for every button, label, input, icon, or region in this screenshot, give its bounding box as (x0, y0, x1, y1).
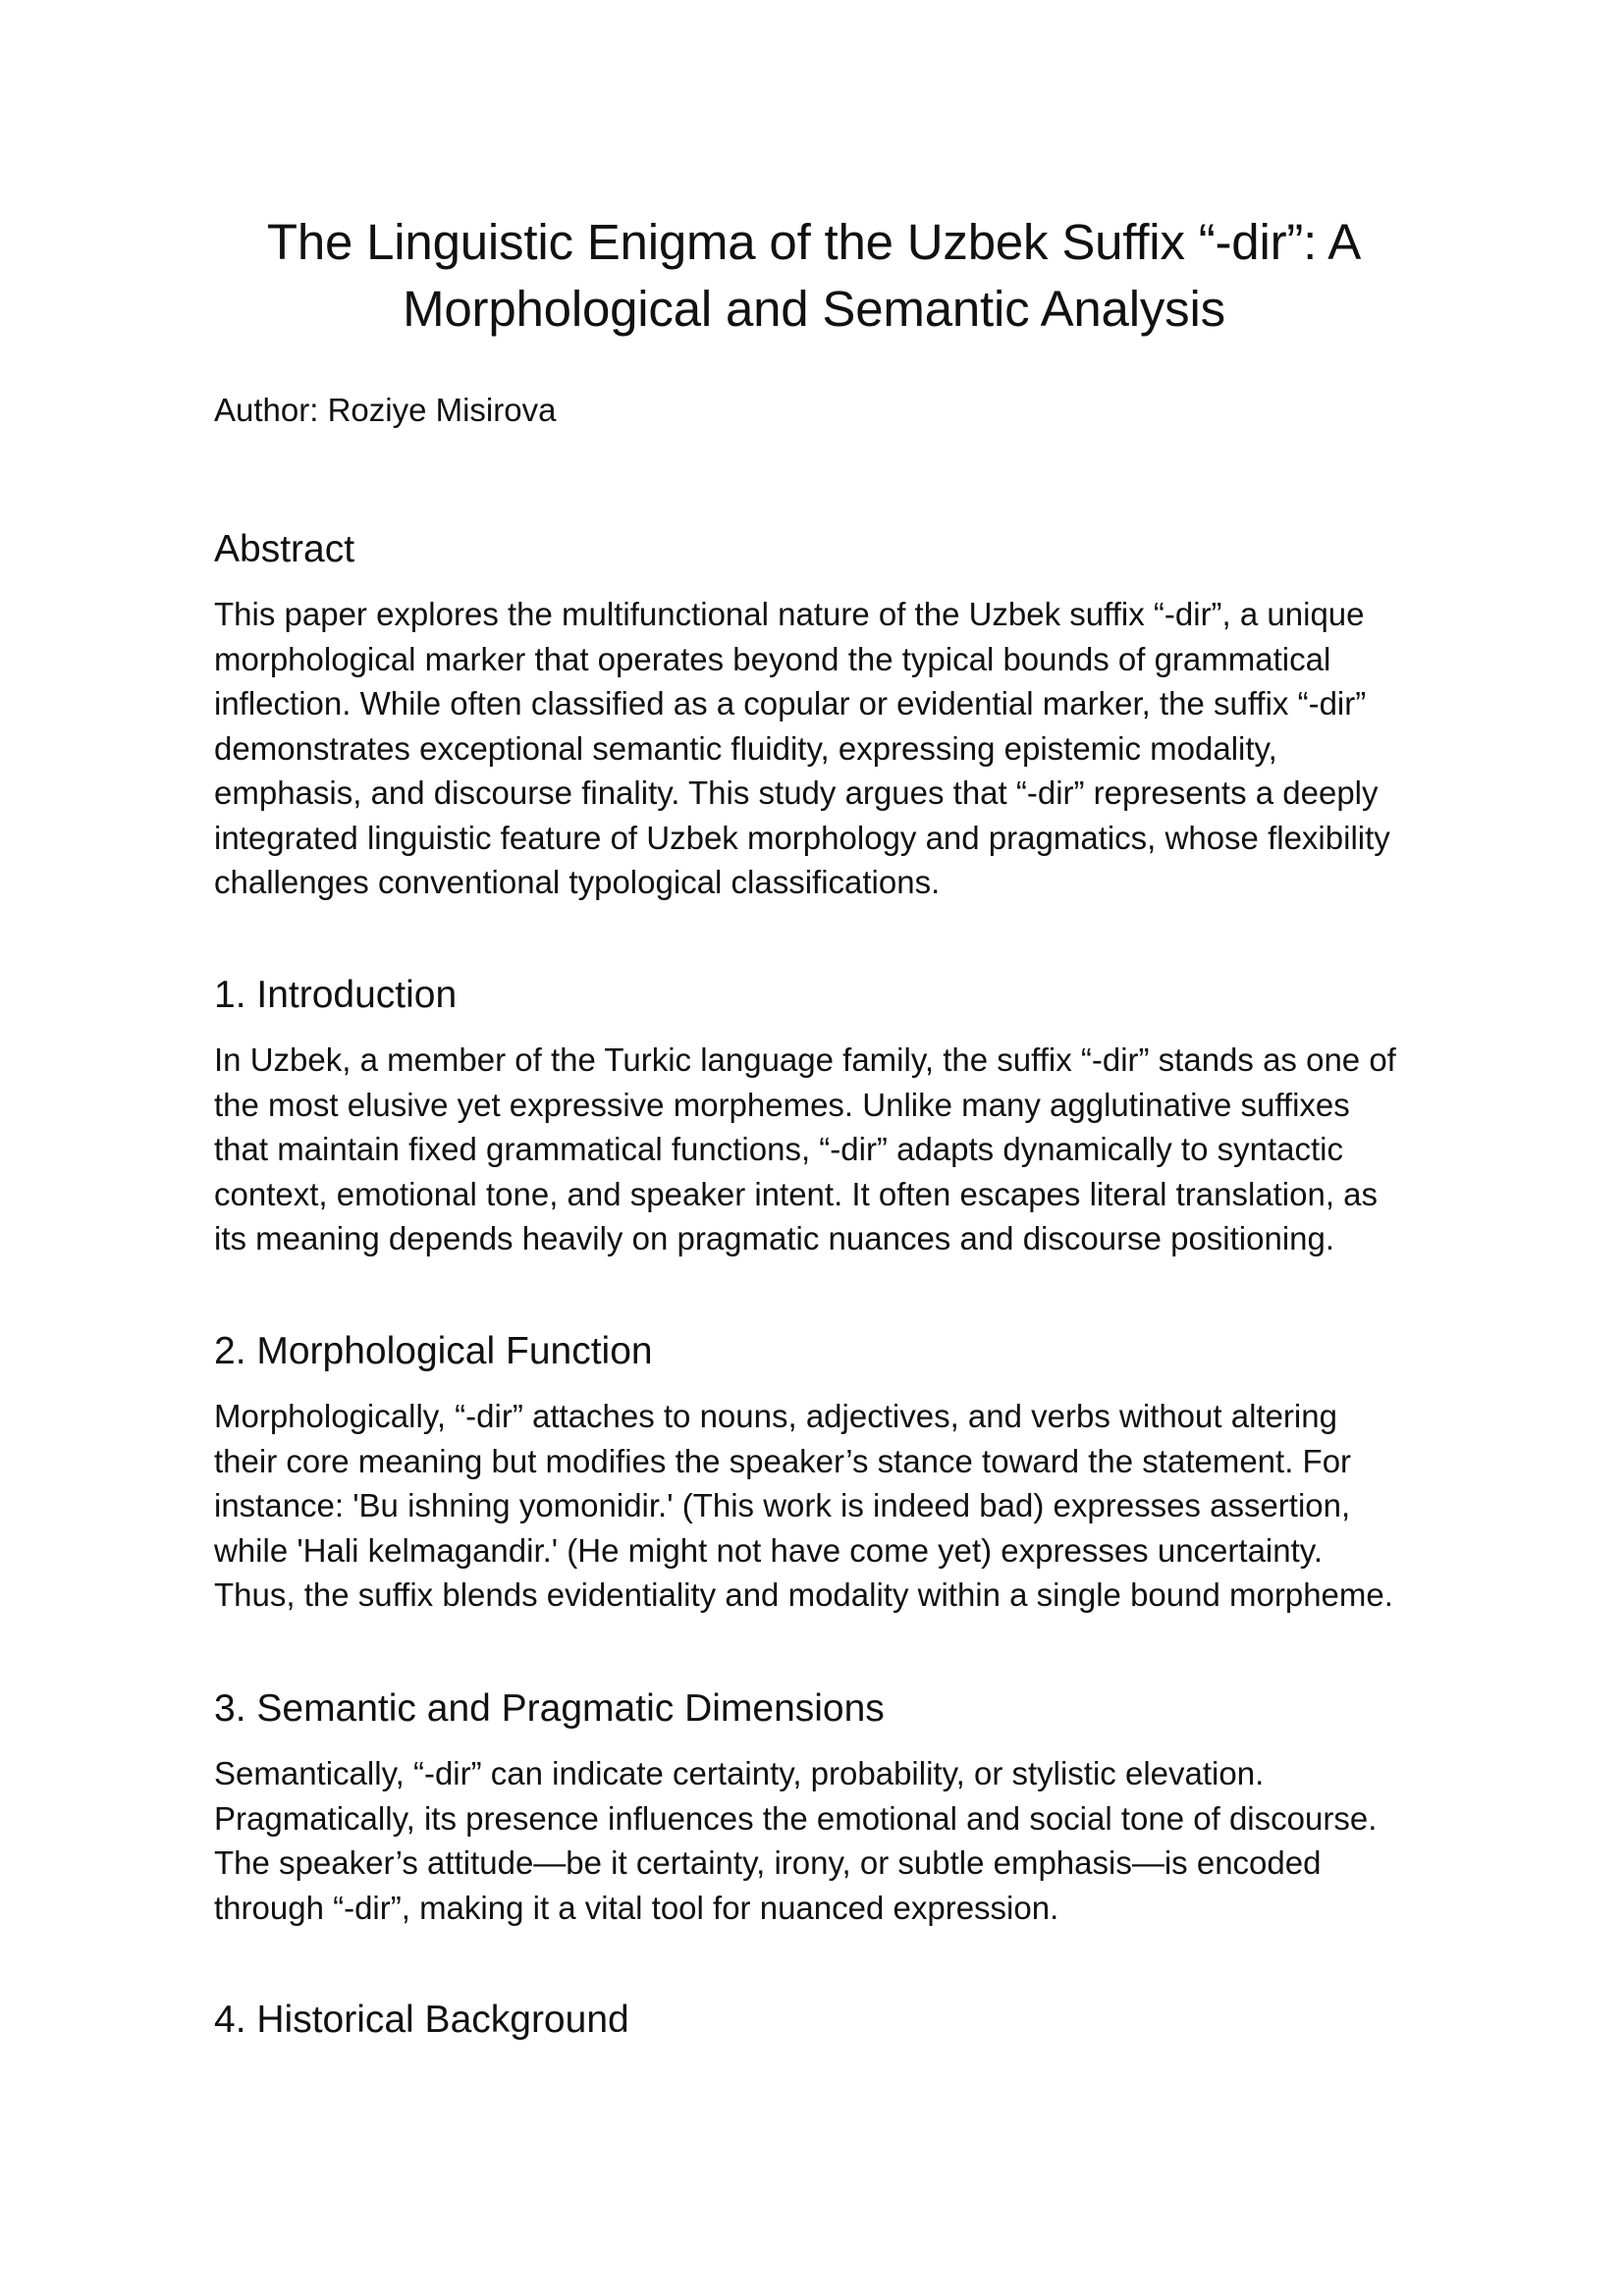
paper-title (214, 209, 1414, 343)
paragraph-line: inflection. While often classified as a copular or evidential marker, the suffix “-dir” (214, 685, 1367, 721)
paragraph-line: while 'Hali kelmagandir.' (He might not have come yet) expresses uncertainty. (214, 1531, 1323, 1569)
paragraph-line: demonstrates exceptional semantic fluidity, expressing epistemic modality, (214, 729, 1277, 767)
paragraph-line: integrated linguistic feature of Uzbek morphology and pragmatics, whose flexibility (214, 819, 1390, 856)
paragraph-line: Pragmatically, its presence influences the emotional and social tone of discourse. (214, 1799, 1378, 1837)
paragraph-line: challenges conventional typological classifications. (214, 864, 941, 900)
introduction-paragraph (214, 1038, 1432, 1261)
section-heading-introduction: 1. Introduction (214, 974, 458, 1016)
paragraph-line: The speaker’s attitude—be it certainty, irony, or subtle emphasis—is encoded (214, 1844, 1322, 1881)
paragraph-line: context, emotional tone, and speaker intent. It often escapes literal translation, as (214, 1175, 1379, 1212)
paragraph-line: This paper explores the multifunctional nature of the Uzbek suffix “-dir”, a unique (214, 596, 1365, 632)
author-line: Author: Roziye Misirova (214, 392, 557, 428)
paragraph-line: Morphologically, “-dir” attaches to nouns, adjectives, and verbs without altering (214, 1398, 1337, 1434)
paragraph-line: Semantically, “-dir” can indicate certainty, probability, or stylistic elevation. (214, 1755, 1265, 1791)
paragraph-line: its meaning depends heavily on pragmatic nuances and discourse positioning. (214, 1220, 1335, 1256)
paragraph-line: their core meaning but modifies the speaker’s stance toward the statement. For (214, 1442, 1352, 1479)
paragraph-line: through “-dir”, making it a vital tool for nuanced expression. (214, 1889, 1059, 1926)
paragraph-line: instance: 'Bu ishning yomonidir.' (This work is indeed bad) expresses assertion, (214, 1487, 1351, 1523)
title-line: The Linguistic Enigma of the Uzbek Suffix “-dir”: A (266, 214, 1362, 270)
abstract-paragraph (214, 592, 1432, 905)
paragraph-line: the most elusive yet expressive morphemes. Unlike many agglutinative suffixes (214, 1086, 1350, 1123)
paragraph-line: emphasis, and discourse finality. This study argues that “-dir” represents a deeply (214, 774, 1379, 811)
paragraph-line: Thus, the suffix blends evidentiality and modality within a single bound morpheme. (214, 1576, 1393, 1613)
paragraph-line: that maintain fixed grammatical functions, “-dir” adapts dynamically to syntactic (214, 1131, 1343, 1167)
semantic-pragmatic-paragraph (214, 1751, 1432, 1930)
section-heading-semantic-pragmatic: 3. Semantic and Pragmatic Dimensions (214, 1687, 885, 1730)
section-heading-morphological-function: 2. Morphological Function (214, 1330, 653, 1372)
paragraph-line: In Uzbek, a member of the Turkic language family, the suffix “-dir” stands as one of (214, 1041, 1396, 1078)
paragraph-line: morphological marker that operates beyond the typical bounds of grammatical (214, 640, 1331, 677)
morphological-function-paragraph (214, 1394, 1432, 1618)
section-heading-abstract: Abstract (214, 528, 355, 570)
section-heading-historical-background: 4. Historical Background (214, 1999, 629, 2041)
title-line: Morphological and Semantic Analysis (403, 281, 1225, 337)
